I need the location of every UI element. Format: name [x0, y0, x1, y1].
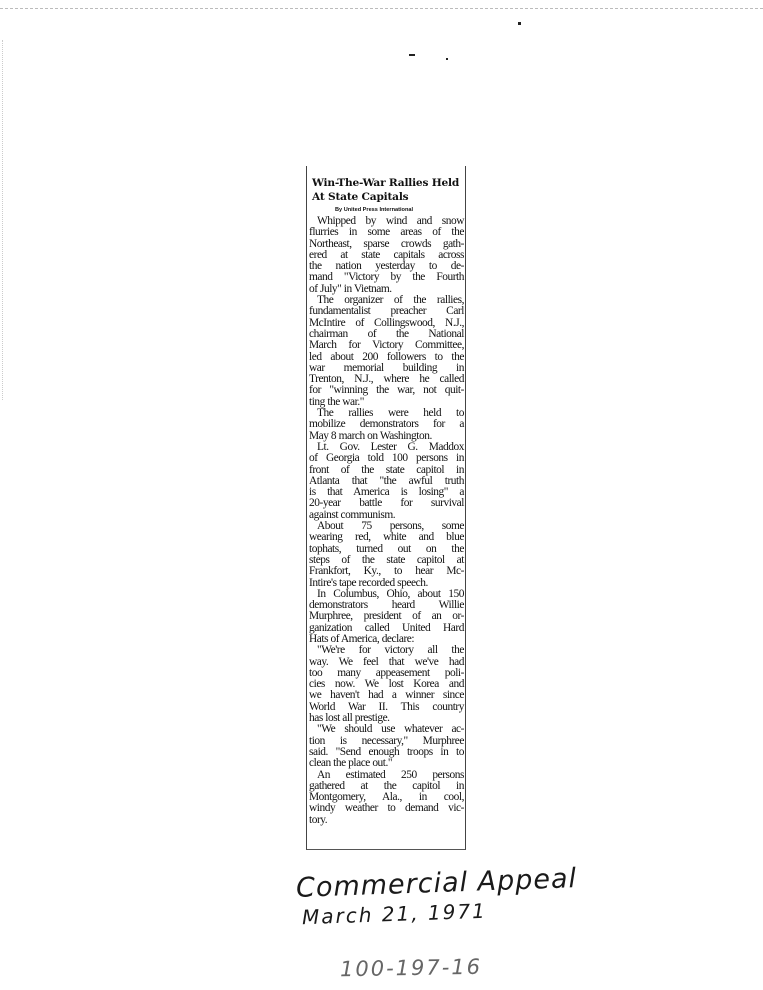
handwritten-file-number: 100-197-16 — [339, 954, 483, 982]
article-line: demonstrators heard Willie — [309, 599, 464, 612]
article-line: ting the war." — [309, 395, 364, 408]
article-line: led about 200 followers to the — [309, 350, 464, 363]
article-line: clean the place out." — [309, 757, 393, 770]
handwritten-source: Commercial Appeal — [295, 863, 578, 904]
scan-edge-left — [2, 40, 3, 400]
article-line: ered at state capitals across — [309, 248, 464, 261]
article-line: flurries in some areas of the — [309, 226, 464, 239]
article-line: Intire's tape recorded speech. — [309, 576, 428, 589]
article-line: tophats, turned out on the — [309, 542, 464, 555]
headline-line: At State Capitals — [312, 191, 409, 203]
article-line: fundamentalist preacher Carl — [309, 305, 464, 318]
article-line: war memorial building in — [309, 361, 464, 374]
dust-speck — [446, 58, 448, 60]
article-line: Frankfort, Ky., to hear Mc- — [309, 565, 464, 578]
article-line: Northeast, sparse crowds gath- — [309, 237, 464, 250]
article-line: "We should use whatever ac- — [317, 723, 464, 736]
article-line: World War II. This country — [309, 700, 464, 713]
article-line: tory. — [309, 813, 328, 826]
article-line: The rallies were held to — [317, 407, 464, 420]
scan-edge-top — [0, 0, 763, 9]
article-line: cies now. We lost Korea and — [309, 678, 464, 691]
article-line: ganization called United Hard — [309, 621, 464, 634]
article-line: of Georgia told 100 persons in — [309, 452, 464, 465]
article-line: windy weather to demand vic- — [309, 802, 464, 815]
article-paragraph — [309, 216, 464, 295]
article-line: chairman of the National — [309, 327, 464, 340]
article-line: Lt. Gov. Lester G. Maddox — [317, 440, 464, 453]
article-line: against communism. — [309, 508, 396, 521]
article-line: steps of the state capitol at — [309, 553, 464, 566]
article-line: tion is necessary," Murphree — [309, 734, 464, 747]
article-line: mand "Victory by the Fourth — [309, 271, 464, 284]
article-line: McIntire of Collingswood, N.J., — [309, 316, 464, 329]
newspaper-clipping — [306, 166, 466, 850]
article-line: way. We feel that we've had — [309, 655, 464, 668]
article-line: we haven't had a winner since — [309, 689, 464, 702]
article-line: Hats of America, declare: — [309, 632, 415, 645]
article-line: gathered at the capitol in — [309, 779, 464, 792]
headline-line: Win-The-War Rallies Held — [312, 177, 460, 189]
article-line: said. "Send enough troops in to — [309, 745, 464, 758]
article-line: Murphree, president of an or- — [309, 610, 464, 623]
article-line: too many appeasement poli- — [309, 666, 464, 679]
article-headline — [312, 176, 464, 204]
article-line: An estimated 250 persons — [317, 768, 464, 781]
article-line: the nation yesterday to de- — [309, 260, 464, 273]
article-paragraph — [309, 724, 464, 769]
article-line: is that America is losing" a — [309, 486, 464, 499]
article-line: March for Victory Committee, — [309, 339, 464, 352]
article-line: May 8 march on Washington. — [309, 429, 432, 442]
article-line: front of the state capitol in — [309, 463, 464, 476]
handwritten-date: March 21, 1971 — [301, 898, 488, 930]
article-line: About 75 persons, some — [317, 520, 464, 533]
article-line: of July" in Vietnam. — [309, 282, 392, 295]
article-line: Whipped by wind and snow — [317, 215, 464, 227]
article-paragraph — [309, 295, 464, 408]
article-paragraph — [309, 645, 464, 724]
article-body — [309, 216, 464, 826]
article-paragraph — [309, 770, 464, 826]
article-line: mobilize demonstrators for a — [309, 418, 464, 431]
dust-speck — [518, 22, 521, 25]
article-line: for "winning the war, not quit- — [309, 384, 464, 397]
article-paragraph — [309, 408, 464, 442]
article-byline: By United Press International — [335, 207, 414, 213]
article-paragraph — [309, 589, 464, 645]
article-line: In Columbus, Ohio, about 150 — [317, 587, 464, 600]
article-line: Montgomery, Ala., in cool, — [309, 791, 464, 804]
article-line: wearing red, white and blue — [309, 531, 464, 544]
article-line: "We're for victory all the — [317, 644, 464, 657]
article-line: Atlanta that "the awful truth — [309, 474, 464, 487]
article-paragraph — [309, 442, 464, 521]
article-line: has lost all prestige. — [309, 712, 390, 725]
article-line: Trenton, N.J., where he called — [309, 373, 464, 386]
dust-speck — [409, 54, 415, 56]
article-line: 20-year battle for survival — [309, 497, 464, 510]
article-paragraph — [309, 521, 464, 589]
article-line: The organizer of the rallies, — [317, 294, 464, 307]
